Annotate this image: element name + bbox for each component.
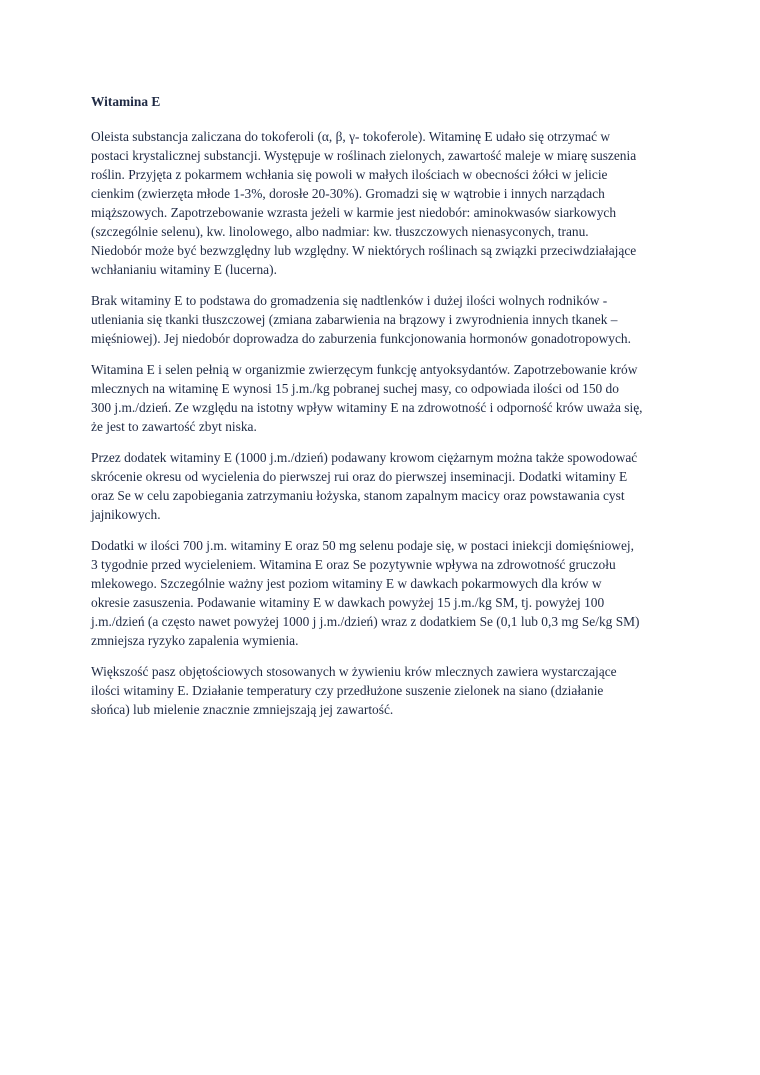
paragraph-line: Oleista substancja zaliczana do tokoferoli (α, β, γ- tokoferole). Witaminę E udało się otrzymać w <box>91 129 611 144</box>
paragraph <box>91 360 677 436</box>
paragraph-line: oraz Se w celu zapobiegania zatrzymaniu łożyska, stanom zapalnym macicy oraz powstawania cyst <box>91 488 625 503</box>
paragraph-line: Przez dodatek witaminy E (1000 j.m./dzień) podawany krowom ciężarnym można także spowodować <box>91 450 638 465</box>
paragraph-line: ilości witaminy E. Działanie temperatury czy przedłużone suszenie zielonek na siano (działanie <box>91 683 604 698</box>
paragraph <box>91 662 677 719</box>
paragraph-line: Brak witaminy E to podstawa do gromadzenia się nadtlenków i dużej ilości wolnych rodników - <box>91 293 608 308</box>
paragraph-line: Niedobór może być bezwzględny lub względny. W niektórych roślinach są związki przeciwdziałające <box>91 243 637 258</box>
paragraph-line: 3 tygodnie przed wycieleniem. Witamina E oraz Se pozytywnie wpływa na zdrowotność gruczołu <box>91 557 616 572</box>
paragraph-line: postaci krystalicznej substancji. Występuje w roślinach zielonych, zawartość maleje w miarę suszenia <box>91 148 637 163</box>
paragraph <box>91 127 677 279</box>
paragraph-line: zmniejsza ryzyko zapalenia wymienia. <box>91 633 299 648</box>
paragraph-line: wchłanianiu witaminy E (lucerna). <box>91 262 277 277</box>
paragraph-line: okresie zasuszenia. Podawanie witaminy E w dawkach powyżej 15 j.m./kg SM, tj. powyżej 100 <box>91 595 605 610</box>
paragraph <box>91 291 677 348</box>
paragraph <box>91 536 677 650</box>
paragraph-line: (szczególnie selenu), kw. linolowego, albo nadmiar: kw. tłuszczowych nienasyconych, tranu. <box>91 224 589 239</box>
paragraph-line: miąższowych. Zapotrzebowanie wzrasta jeżeli w karmie jest niedobór: aminokwasów siarkowych <box>91 205 617 220</box>
paragraph-line: 300 j.m./dzień. Ze względu na istotny wpływ witaminy E na zdrowotność i odporność krów uważa się, <box>91 400 643 415</box>
paragraph-line: Witamina E i selen pełnią w organizmie zwierzęcym funkcję antyoksydantów. Zapotrzebowanie krów <box>91 362 638 377</box>
paragraph-line: słońca) lub mielenie znacznie zmniejszają jej zawartość. <box>91 702 394 717</box>
paragraph-line: mlecznych na witaminę E wynosi 15 j.m./kg pobranej suchej masy, co odpowiada ilości od 150 do <box>91 381 619 396</box>
paragraph-line: Większość pasz objętościowych stosowanych w żywieniu krów mlecznych zawiera wystarczające <box>91 664 617 679</box>
paragraph-line: utleniania się tkanki tłuszczowej (zmiana zabarwienia na brązowy i zwyrodnienia innych tkanek – <box>91 312 618 327</box>
paragraph-line: mlekowego. Szczególnie ważny jest poziom witaminy E w dawkach pokarmowych dla krów w <box>91 576 602 591</box>
paragraph-line: skrócenie okresu od wycielenia do pierwszej rui oraz do pierwszej inseminacji. Dodatki witaminy E <box>91 469 628 484</box>
paragraph-line: cienkim (zwierzęta młode 1-3%, dorosłe 20-30%). Gromadzi się w wątrobie i innych narządach <box>91 186 605 201</box>
paragraphs-container <box>91 127 677 719</box>
paragraph-line: j.m./dzień (a często nawet powyżej 1000 j j.m./dzień) wraz z dodatkiem Se (0,1 lub 0,3 mg Se/kg SM) <box>91 614 640 629</box>
document-content <box>91 92 677 731</box>
paragraph-line: że jest to zawartość zbyt niska. <box>91 419 257 434</box>
paragraph-line: roślin. Przyjęta z pokarmem wchłania się powoli w małych ilościach w obecności żółci w jelicie <box>91 167 608 182</box>
paragraph-line: mięśniowej). Jej niedobór doprowadza do zaburzenia funkcjonowania hormonów gonadotropowych. <box>91 331 631 346</box>
paragraph-line: Dodatki w ilości 700 j.m. witaminy E oraz 50 mg selenu podaje się, w postaci iniekcji domięśniowej, <box>91 538 634 553</box>
document-title: Witamina E <box>91 94 161 109</box>
paragraph-line: jajnikowych. <box>91 507 161 522</box>
paragraph <box>91 448 677 524</box>
